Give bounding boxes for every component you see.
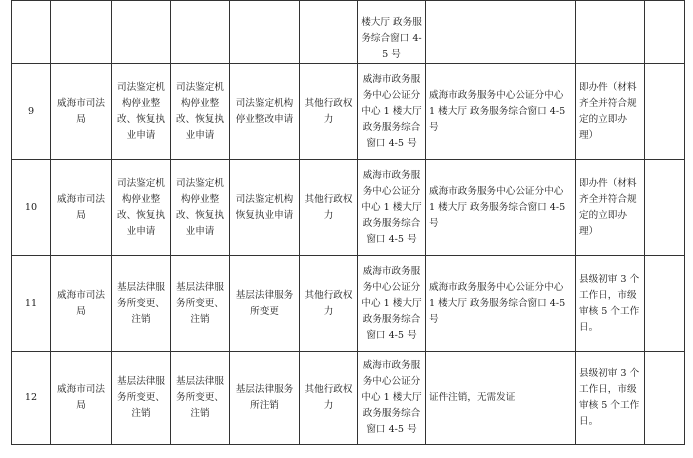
cell-address: 威海市政务服务中心公证分中心 1 楼大厅 政务服务综合窗口 4-5 号 <box>426 256 576 352</box>
cell-address: 威海市政务服务中心公证分中心 1 楼大厅 政务服务综合窗口 4-5 号 <box>426 64 576 160</box>
cell-no: 11 <box>12 256 51 352</box>
cell-remark <box>645 256 685 352</box>
cell-handle-item: 基层法律服务所变更 <box>230 256 300 352</box>
cell-handle-item: 司法鉴定机构停业整改申请 <box>230 64 300 160</box>
service-items-table <box>11 0 685 445</box>
cell-type: 其他行政权力 <box>300 256 358 352</box>
table-row <box>12 160 685 256</box>
cell-handle-item: 基层法律服务所注销 <box>230 352 300 445</box>
cell-sub-item: 基层法律服务所变更、注销 <box>171 352 230 445</box>
table-row <box>12 256 685 352</box>
cell-dept: 威海市司法局 <box>51 64 112 160</box>
cell-time: 即办件（材料齐全并符合规定的立即办理） <box>576 160 645 256</box>
cell-location: 威海市政务服务中心公证分中心 1 楼大厅 政务服务综合窗口 4-5 号 <box>358 64 426 160</box>
cell-type: 其他行政权力 <box>300 352 358 445</box>
cell-type: 其他行政权力 <box>300 160 358 256</box>
cell-dept: 威海市司法局 <box>51 160 112 256</box>
cell-sub-item: 司法鉴定机构停业整改、恢复执业申请 <box>171 64 230 160</box>
cell-remark <box>645 1 685 64</box>
cell-dept: 威海市司法局 <box>51 256 112 352</box>
cell-handle-item <box>230 1 300 64</box>
cell-time: 县级初审 3 个工作日，市级审核 5 个工作日。 <box>576 352 645 445</box>
cell-item: 基层法律服务所变更、注销 <box>112 352 171 445</box>
cell-address <box>426 1 576 64</box>
cell-sub-item: 司法鉴定机构停业整改、恢复执业申请 <box>171 160 230 256</box>
cell-location: 威海市政务服务中心公证分中心 1 楼大厅 政务服务综合窗口 4-5 号 <box>358 160 426 256</box>
cell-no <box>12 1 51 64</box>
cell-time: 县级初审 3 个工作日，市级审核 5 个工作日。 <box>576 256 645 352</box>
cell-type <box>300 1 358 64</box>
cell-no: 10 <box>12 160 51 256</box>
cell-item: 基层法律服务所变更、注销 <box>112 256 171 352</box>
cell-remark <box>645 352 685 445</box>
table-row <box>12 1 685 64</box>
table-row <box>12 64 685 160</box>
cell-no: 12 <box>12 352 51 445</box>
cell-handle-item: 司法鉴定机构恢复执业申请 <box>230 160 300 256</box>
cell-no: 9 <box>12 64 51 160</box>
cell-sub-item <box>171 1 230 64</box>
cell-item: 司法鉴定机构停业整改、恢复执业申请 <box>112 160 171 256</box>
cell-dept: 威海市司法局 <box>51 352 112 445</box>
cell-sub-item: 基层法律服务所变更、注销 <box>171 256 230 352</box>
cell-time <box>576 1 645 64</box>
cell-remark <box>645 160 685 256</box>
cell-item <box>112 1 171 64</box>
cell-time: 即办件（材料齐全并符合规定的立即办理） <box>576 64 645 160</box>
cell-address: 威海市政务服务中心公证分中心 1 楼大厅 政务服务综合窗口 4-5 号 <box>426 160 576 256</box>
cell-type: 其他行政权力 <box>300 64 358 160</box>
cell-location: 威海市政务服务中心公证分中心 1 楼大厅 政务服务综合窗口 4-5 号 <box>358 352 426 445</box>
cell-location: 威海市政务服务中心公证分中心 1 楼大厅 政务服务综合窗口 4-5 号 <box>358 256 426 352</box>
cell-dept <box>51 1 112 64</box>
cell-location: 楼大厅 政务服务综合窗口 4-5 号 <box>358 1 426 64</box>
cell-item: 司法鉴定机构停业整改、恢复执业申请 <box>112 64 171 160</box>
cell-address: 证件注销，无需发证 <box>426 352 576 445</box>
cell-remark <box>645 64 685 160</box>
table-row <box>12 352 685 445</box>
